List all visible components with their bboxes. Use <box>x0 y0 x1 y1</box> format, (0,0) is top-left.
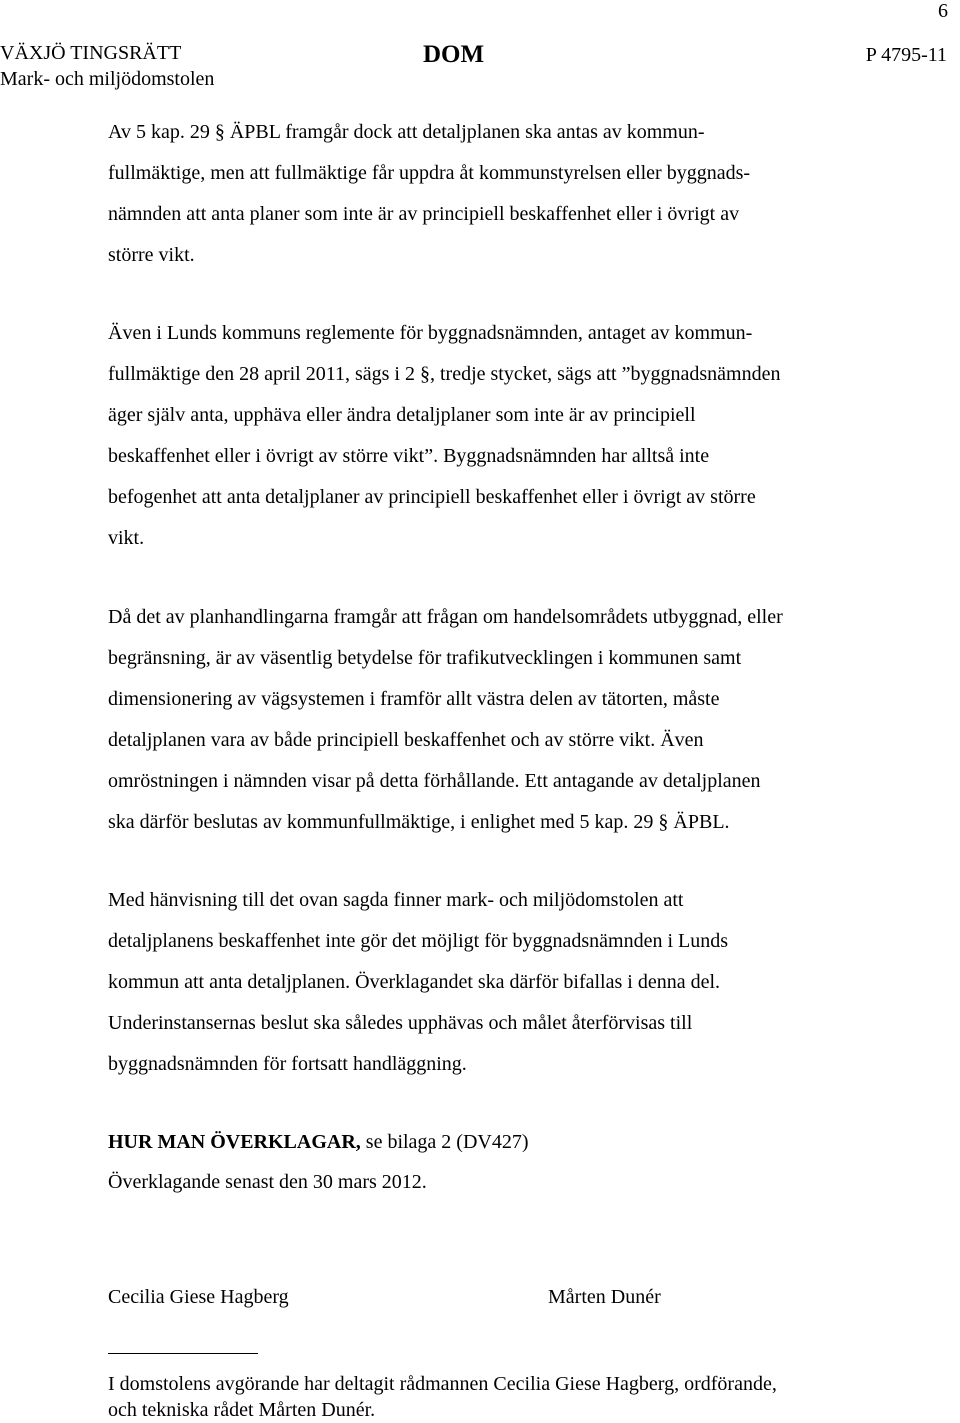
appeal-instructions <box>108 1122 908 1163</box>
footnote-divider <box>108 1353 258 1354</box>
appeal-reference: se bilaga 2 (DV427) <box>360 1131 529 1153</box>
paragraph-4: Med hänvisning till det ovan sagda finner mark- och miljödomstolen att detaljplanens beskaffenhet inte gör det möjligt för byggnadsnämnden i Lunds kommun att anta detaljplanen. Överklagandet ska därför bifallas i denna del. Underinstansernas beslut ska således upphävas och målet återförvisas till byggnadsnämnden för fortsatt handläggning. <box>108 889 729 1075</box>
footnote: I domstolens avgörande har deltagit rådmannen Cecilia Giese Hagberg, ordförande, och tekniska rådet Mårten Dunér. <box>108 1373 777 1421</box>
court-block <box>0 40 214 92</box>
appeal-deadline: Överklagande senast den 30 mars 2012. <box>108 1171 427 1193</box>
paragraph-2: Även i Lunds kommuns reglemente för byggnadsnämnden, antaget av kommun- fullmäktige den 28 april 2011, sägs i 2 §, tredje stycket, sägs att ”byggnadsnämnden äger själv anta, upphäva eller ändra detaljplaner som inte är av principiell beskaffenhet eller i övrigt av större vikt”. Byggnadsnämnden har alltså inte befogenhet att anta detaljplaner av principiell beskaffenhet eller i övrigt av större vikt. <box>108 322 781 549</box>
court-name: VÄXJÖ TINGSRÄTT <box>0 42 182 64</box>
case-number: P 4795-11 <box>865 44 947 66</box>
paragraph-3: Då det av planhandlingarna framgår att frågan om handelsområdets utbyggnad, eller begränsning, är av väsentlig betydelse för trafikutvecklingen i kommunen samt dimensionering av vägsystemen i framför allt västra delen av tätorten, måste detaljplanen vara av både principiell beskaffenhet och av större vikt. Även omröstningen i nämnden visar på detta förhållande. Ett antagande av detaljplanen ska därför beslutas av kommunfullmäktige, i enlighet med 5 kap. 29 § ÄPBL. <box>108 606 783 833</box>
signature-technical-advisor: Mårten Dunér <box>548 1286 661 1308</box>
paragraph-1: Av 5 kap. 29 § ÄPBL framgår dock att detaljplanen ska antas av kommun- fullmäktige, men att fullmäktige får uppdra åt kommunstyrelsen eller byggnads- nämnden att anta planer som inte är av principiell beskaffenhet eller i övrigt av större vikt. <box>108 121 751 266</box>
signature-judge: Cecilia Giese Hagberg <box>108 1286 289 1308</box>
document-type: DOM <box>423 41 485 68</box>
appeal-heading: HUR MAN ÖVERKLAGAR, <box>108 1131 361 1153</box>
court-division: Mark- och miljödomstolen <box>0 68 215 90</box>
page-number: 6 <box>938 0 948 22</box>
